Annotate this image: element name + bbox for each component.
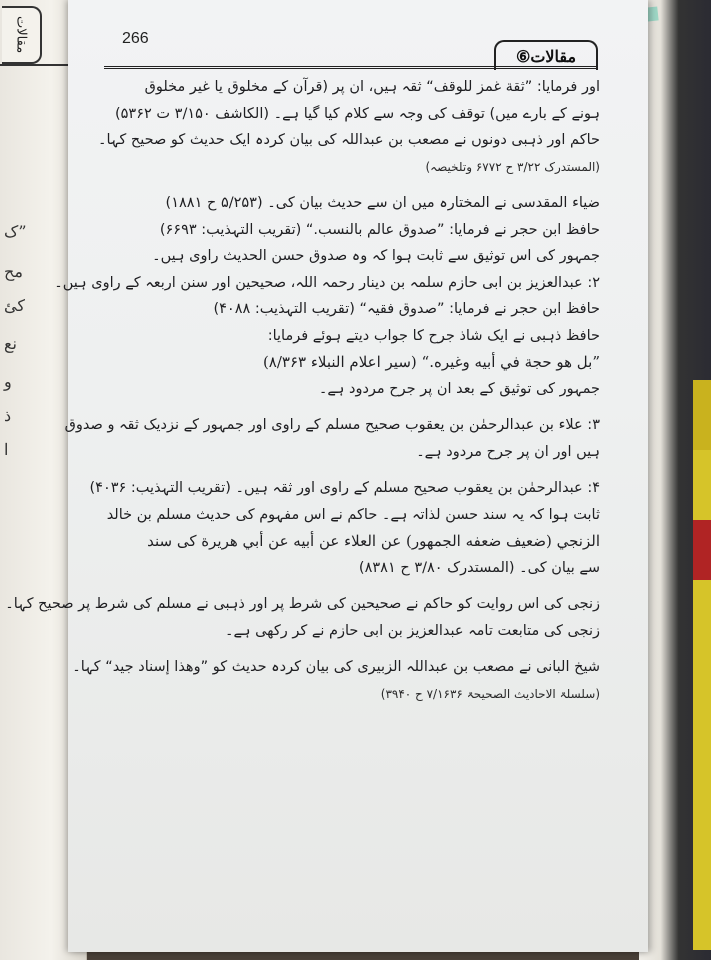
text-line: شیخ البانی نے مصعب بن عبداللہ الزبیری کی بیان کردہ حدیث کو ”وهذا إسناد جيد“ کہا۔ (72, 659, 600, 675)
text-line: زنجی کی متابعت تامہ عبدالعزیز بن ابی حازم نے کر رکھی ہے۔ (224, 622, 600, 639)
book-right-edge (639, 0, 711, 960)
text-line: زنجی کی اس روایت کو حاکم نے صحیحین کی شرط پر اور ذہبی نے مسلم کی شرط پر صحیح کہا۔ (5, 596, 600, 612)
paragraph-gap (100, 402, 600, 412)
left-page-fragment: ا (4, 440, 9, 459)
header-rule (104, 66, 596, 69)
text-line: حافظ ابن حجر نے فرمایا: ”صدوق عالم بالنسب.“ (تقریب التہذیب: ۶۶۹۳) (159, 221, 600, 238)
text-line: سے بیان کی۔ (المستدرک ۳/۸۰ ح ۸۳۸۱) (358, 559, 600, 576)
left-page-header-tab: مقالات (2, 6, 42, 64)
text-line: ہونے کے بارے میں) توقف کی وجہ سے کلام کیا گیا ہے۔ (الکاشف ۳/۱۵۰ ت ۵۳۶۲) (114, 105, 600, 122)
text-line: ثابت ہوا کہ یہ سند حسن لذاتہ ہے۔ حاکم نے اس مفہوم کی حدیث مسلم بن خالد (106, 506, 600, 523)
left-page-fragment: کئ (4, 296, 25, 315)
text-line: ہیں اور ان پر جرح مردود ہے۔ (416, 443, 600, 460)
text-line: حاکم اور ذہبی دونوں نے مصعب بن عبداللہ کی بیان کردہ ایک حدیث کو صحیح کہا۔ (97, 132, 600, 148)
cover-stripe-red (693, 520, 711, 580)
text-line: ”بل هو حجة في أبيه وغيره.“ (سیر اعلام النبلاء ۸/۳۶۳) (262, 353, 600, 371)
text-line: ۲: عبدالعزیز بن ابی حازم سلمہ بن دینار رحمہ اللہ، صحیحین اور سنن اربعہ کے راوی ہیں۔ (54, 274, 600, 291)
text-line: جمہور کی توثیق کے بعد ان پر جرح مردود ہے۔ (318, 380, 600, 397)
left-page-fragment: و (4, 372, 12, 391)
page-number: 266 (122, 30, 149, 47)
citation-line: (سلسلۃ الاحادیث الصحیحۃ ۷/۱۶۳۶ ح ۳۹۴۰) (380, 686, 600, 701)
text-line: الزنجي (ضعيف ضعفه الجمهور) عن العلاء عن أبيه عن أبي هريرة کی سند (147, 532, 600, 550)
left-page-fragment: نع (4, 334, 17, 353)
text-line: ۳: علاء بن عبدالرحمٰن بن یعقوب صحیح مسلم کے راوی اور جمہور کے نزدیک ثقہ و صدوق (64, 417, 600, 433)
text-line: ضیاء المقدسی نے المختارہ میں ان سے حدیث بیان کی۔ (۵/۲۵۳ ح ۱۸۸۱) (165, 195, 600, 211)
text-line: حافظ ابن حجر نے فرمایا: ”صدوق فقیہ“ (تقریب التہذیب: ۴۰۸۸) (213, 301, 600, 317)
text-line: ۴: عبدالرحمٰن بن یعقوب صحیح مسلم کے راوی اور ثقہ ہیں۔ (تقریب التہذیب: ۴۰۳۶) (89, 480, 600, 496)
left-page-fragment: ذ (4, 406, 12, 425)
text-line: اور فرمایا: ”ثقة غمز للوقف“ ثقہ ہیں، ان پر (قرآن کے مخلوق یا غیر مخلوق (144, 79, 600, 95)
paragraph-gap (100, 644, 600, 654)
left-page-fragment: مح (4, 262, 23, 281)
paragraph-gap (100, 465, 600, 475)
paragraph-gap (100, 180, 600, 190)
text-line: جمہور کی اس توثیق سے ثابت ہوا کہ وہ صدوق حسن الحدیث راوی ہیں۔ (152, 248, 600, 264)
text-line: حافظ ذہبی نے ایک شاذ جرح کا جواب دیتے ہوئے فرمایا: (267, 327, 600, 344)
citation-line: (المستدرک ۳/۲۲ ح ۶۷۷۲ وتلخیصہ) (425, 159, 600, 174)
paragraph-gap (100, 581, 600, 591)
running-header-title: مقالات⑥ (494, 40, 598, 70)
cover-stripe-yellow (693, 380, 711, 450)
left-page-fragment: ”ک (4, 222, 27, 241)
